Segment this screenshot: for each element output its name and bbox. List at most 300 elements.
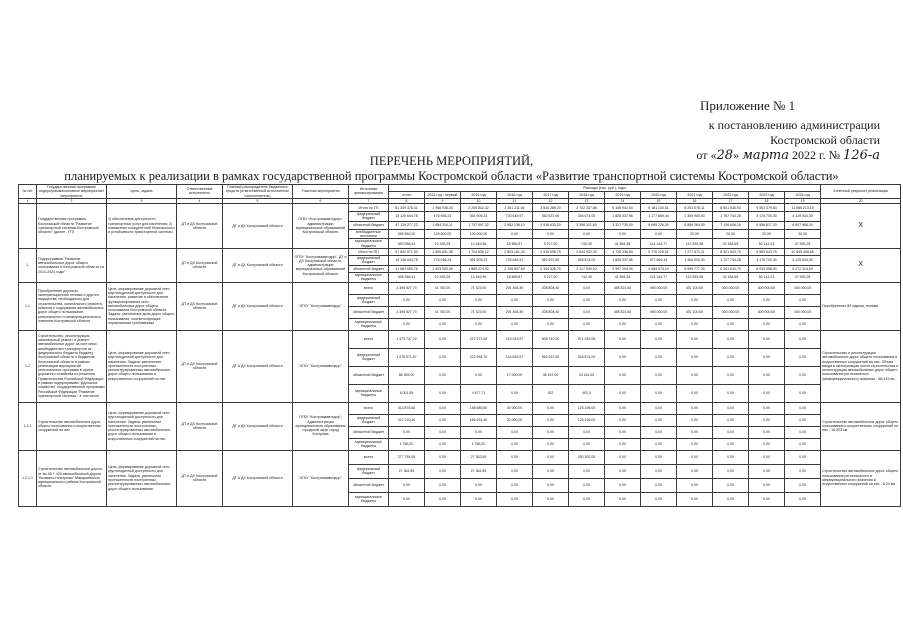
amount-cell: 0,00 [425,426,461,438]
amount-cell: 1 869 274,92 [461,265,497,272]
amount-cell: 0,00 [425,318,461,330]
amount-cell: 0,00 [461,366,497,384]
amount-cell: 47 129 277,22 [389,221,425,229]
amount-cell: 0,00 [677,366,713,384]
amount-cell: 0,00 [641,450,677,464]
amount-cell: 13 449,96 [461,272,497,282]
amount-cell: 6 556 617,20 [749,221,785,229]
amount-cell: 0,00 [641,294,677,306]
result-cell: Строительство автомобильных дорог общего пользования регионального и межмуниципального значения и искусственных сооружений на них - 8,24 км [821,450,901,506]
col-header-year: 2016 год [497,191,533,198]
budget-holder-cell: ДТ и ДХ Костромской области [223,330,293,402]
row-number-cell [19,204,37,249]
row-number-cell: 1.2.1.1 [19,450,37,506]
amount-cell: 0,00 [605,450,641,464]
program-name-cell: Строительство автомобильных дорог общего пользования и искусственных сооружений на них [37,402,107,450]
responsible-cell: ДТ и ДХ Костромской области [177,330,223,402]
amount-cell: 27 362,89 [461,450,497,464]
program-name-cell: Приобретение дорожно-эксплуатационной техники и другого имущества, необходимого для строительства, капитального ремонта, ремонта и содержания автомобильных дорог общего пользования регионального и межмуниципального значения Костромской области [37,282,107,330]
amount-cell: 6 001,55 [389,384,425,402]
decree-line-1: к постановлению администрации [708,118,880,132]
amount-cell: 0,00 [749,438,785,450]
amount-cell: 0,00 [605,384,641,402]
amount-cell: 0,00 [677,426,713,438]
column-number-cell: 20 [821,198,901,203]
amount-cell: 0,00 [569,318,605,330]
budget-holder-cell: ДТ и ДХ Костромской области [223,282,293,330]
source-cell: муниципальные бюджеты [349,438,389,450]
column-number-cell: 10 [461,198,497,203]
amount-cell: 0,00 [425,450,461,464]
amount-cell: 2 997 294,49 [605,265,641,272]
amount-cell: 277 754,09 [389,450,425,464]
amount-cell: 8 321 543,72 [713,248,749,255]
amount-cell: 5 105 942,54 [605,204,641,212]
amount-cell: 562 637,60 [533,348,569,366]
amount-cell: 10 435,25 [425,239,461,249]
amount-cell: 86 283,00 [389,366,425,384]
title-line-2: планируемых к реализации в рамках государственной программы Костромской области «Развитие транспортной системы Костромской области» [64,169,839,183]
measures-table [18,184,901,507]
column-number-cell: 4 [177,198,223,203]
participant-cell: ОГБУ «Костромаавтодор», администрации муниципальных образований Костромской области [293,204,349,249]
table-body [19,204,901,506]
amount-cell: 0,00 [785,438,821,450]
amount-cell: 57 802 971,93 [389,248,425,255]
amount-cell: 0,00 [677,402,713,414]
amount-cell: 0,00 [749,294,785,306]
amount-cell: 144 645,97 [497,348,533,366]
col-header-participant: Участник мероприятия [293,185,349,199]
amount-cell: 50 142,23 [749,239,785,249]
col-header-no: № п/п [19,185,37,199]
amount-cell: 362 637,60 [533,256,569,266]
amount-cell: 41 894,35 [605,272,641,282]
amount-cell: 3 395 527,70 [389,282,425,294]
amount-cell: 453 958,41 [389,239,425,249]
amount-cell: 222 994,70 [461,348,497,366]
row-number-cell: 1.2 [19,330,37,402]
amount-cell: 0,00 [677,318,713,330]
amount-cell: 15 129 644,78 [389,212,425,222]
amount-cell: 47 593,25 [785,272,821,282]
amount-cell: 6 341 644,70 [713,265,749,272]
amount-cell: 300 000,00 [749,306,785,318]
result-cell: Х [821,248,901,282]
amount-cell: 24 116,00 [569,366,605,384]
amount-cell: 291 466,30 [497,282,533,294]
program-name-cell: Строительство, реконструкция, капитальный ремонт и ремонт автомобильных дорог за счет иных межбюджетных трансфертов из федерального бюджета бюджету Костромской области и бюджетов Костромской области в рамках реализации мероприятий региональных программ в сфере дорожного хозяйства по решению Правительства Российской Федерации в рамках подпрограммы "Дорожное хозяйство" государственной программы Российской Федерации "Развитие транспортной системы", в том числе [37,330,107,402]
col-header-source: Источники финансирования [349,185,389,199]
amount-cell: 6 859 264,00 [677,221,713,229]
amount-cell: 113 393,98 [677,272,713,282]
amount-cell: 0,00 [749,426,785,438]
amount-cell: 0,00 [605,414,641,426]
amount-cell: 922 [533,384,569,402]
amount-cell: 2 205 842,32 [461,204,497,212]
amount-cell: 0,00 [533,426,569,438]
amount-cell: 0,00 [749,402,785,414]
source-cell: муниципальные бюджеты [349,239,389,249]
amount-cell: 41 669 650,76 [389,265,425,272]
source-cell: всего [349,402,389,414]
amount-cell: 0,00 [569,438,605,450]
amount-cell: 0,00 [713,464,749,478]
amount-cell: 0,00 [785,384,821,402]
amount-cell: 435 956,41 [389,272,425,282]
amount-cell: 0,00 [641,402,677,414]
amount-cell: 41 760,00 [425,306,461,318]
program-name-cell: Подпрограмма "Развитие автомобильных дорог общего пользования в Костромской области на 2014-2024 годы" [37,248,107,282]
col-header-responsible: Ответственный исполнитель [177,185,223,199]
amount-cell: 0,00 [497,464,533,478]
amount-cell: 0,00 [533,318,569,330]
source-cell: муниципальные бюджеты [349,318,389,330]
amount-cell: 0,00 [533,414,569,426]
amount-cell: 490 000,00 [641,282,677,294]
amount-cell: 742,30 [569,272,605,282]
amount-cell: 3 327 730,00 [605,221,641,229]
amount-cell: 0,00 [497,384,533,402]
amount-cell: 9 217,00 [533,272,569,282]
amount-cell: 733 645,97 [497,212,533,222]
table-row [19,402,901,414]
amount-cell: 9 217,00 [533,239,569,249]
source-cell: муниципальные бюджеты [349,384,389,402]
amount-cell: 47 593,25 [785,239,821,249]
amount-cell: 20,00 [713,229,749,239]
amount-cell: 0,00 [605,478,641,492]
amount-cell: 431 100,00 [677,306,713,318]
measures-table-wrap [18,184,899,507]
amount-cell: 351 905,23 [461,212,497,222]
budget-holder-cell: ДТ и ДХ Костромской области [223,248,293,282]
amount-cell: 0,00 [713,294,749,306]
amount-cell: 18 659,87 [497,272,533,282]
amount-cell: 5 999 777,30 [677,265,713,272]
amount-cell: 0,00 [785,492,821,506]
amount-cell: 0,00 [641,414,677,426]
amount-cell: 0,00 [677,478,713,492]
table-row [19,282,901,294]
amount-cell: 0,00 [677,438,713,450]
amount-cell: 0,00 [425,478,461,492]
amount-cell: 0,00 [641,492,677,506]
amount-cell: 0,00 [461,318,497,330]
source-cell: федеральный бюджет [349,212,389,222]
amount-cell: 42 184,65 [713,272,749,282]
amount-cell: 114 144,77 [641,272,677,282]
column-number-cell: 2 [37,198,107,203]
amount-cell: 0,00 [461,294,497,306]
amount-cell: 8 291 078,11 [677,204,713,212]
amount-cell: 0,00 [677,348,713,366]
source-cell: федеральный бюджет [349,348,389,366]
amount-cell: 2 344 528,70 [533,265,569,272]
row-number-cell: 1.2.1 [19,402,37,450]
budget-holder-cell: ДТ и ДХ Костромской области [223,204,293,249]
amount-cell: 2 398 321,60 [569,221,605,229]
participant-cell: ОГБУ "Костромаавтодор", Администрация муниципального образования городской округ город Кострома [293,402,349,450]
table-row [19,204,901,212]
result-cell: Строительство автомобильных дорог общего пользования и искусственных сооружений на них - 16,023 км [821,402,901,450]
amount-cell: 0,00 [569,229,605,239]
decree-month: марта [742,148,789,163]
amount-cell: 0,00 [713,330,749,348]
amount-cell: 742,30 [569,239,605,249]
amount-cell: 0,00 [641,438,677,450]
amount-cell: 3 176 700,30 [749,256,785,266]
amount-cell: 125 600,00 [425,229,461,239]
amount-cell: 114 144,77 [641,239,677,249]
amount-cell: 0,00 [785,330,821,348]
amount-cell: 0,00 [533,450,569,464]
amount-cell: 0,00 [785,426,821,438]
amount-cell: 291 466,30 [497,306,533,318]
amount-cell: 176 936,24 [425,212,461,222]
amount-cell: 0,00 [641,384,677,402]
amount-cell: 45 167,00 [533,366,569,384]
amount-cell: 0,00 [461,426,497,438]
source-cell: Итого по ПП [349,248,389,255]
amount-cell: 0,00 [713,438,749,450]
amount-cell: 61 349 378,41 [389,204,425,212]
amount-cell: 2 108 897,60 [497,265,533,272]
amount-cell: 0,00 [785,402,821,414]
amount-cell: 1 654 204,11 [425,221,461,229]
amount-cell: 6 033 998,00 [749,265,785,272]
column-number-cell: 8 [389,198,425,203]
amount-cell: 0,00 [605,229,641,239]
amount-cell: 120 000,00 [461,229,497,239]
amount-cell: 7 126 608,18 [713,221,749,229]
amount-cell: 18 659,87 [497,239,533,249]
responsible-cell: ДТ и ДХ Костромской области [177,282,223,330]
row-number-cell: 1. [19,248,37,282]
table-row [19,248,901,255]
amount-cell: 0,00 [425,438,461,450]
budget-holder-cell: ДТ и ДХ Костромской области [223,402,293,450]
amount-cell: 492,3 [569,384,605,402]
amount-cell: 4 684 074,19 [641,265,677,272]
amount-cell: 0,00 [713,348,749,366]
col-header-year: 2015 год [461,191,497,198]
amount-cell: 41 760,00 [425,282,461,294]
source-cell: внебюджетные источники [349,229,389,239]
amount-cell: 0,00 [713,492,749,506]
amount-cell: 227 672,40 [461,330,497,348]
amount-cell: 0,00 [749,330,785,348]
amount-cell: 5 776 028,01 [641,248,677,255]
amount-cell: 0,00 [749,478,785,492]
amount-cell: 0,00 [497,478,533,492]
decree-line-2: Костромской области [770,133,880,147]
document-title [0,154,903,184]
amount-cell: 208 804,40 [533,306,569,318]
amount-cell: 125 196,00 [569,402,605,414]
result-cell: Приобретение 80 единиц техники [821,282,901,330]
amount-cell: 0,00 [461,492,497,506]
column-number-cell: 14 [605,198,641,203]
column-number-cell: 13 [569,198,605,203]
col-header-year: 2022 год [713,191,749,198]
amount-cell: 0,00 [641,330,677,348]
amount-cell: 1 403 263,05 [425,265,461,272]
source-cell: всего [349,282,389,294]
column-number-cell: 12 [533,198,569,203]
source-cell: федеральный бюджет [349,294,389,306]
amount-cell: 163 043,97 [497,330,533,348]
participant-cell: ОГБУ "Костромаавтодор" [293,330,349,402]
amount-cell: 27 362,89 [389,464,425,478]
amount-cell: 0,00 [425,384,461,402]
participant-cell: ОГБУ "Костромаавтодор", ДТ и ДХ Костромской области, администрации муниципальных образований Костромской области [293,248,349,282]
amount-cell: 50 142,23 [749,272,785,282]
amount-cell: 2 916 696,79 [533,248,569,255]
amount-cell: 20,00 [785,229,821,239]
amount-cell: 0,00 [569,426,605,438]
result-cell: Строительство и реконструкция автомобильных дорог общего пользования и искусственных сооружений на них. Объем ввода в эксплуатацию после строительства и реконструкции автомобильных дорог общего пользования регионального (межмуниципального) значения - 56,415 км [821,330,901,402]
amount-cell: 0,00 [749,414,785,426]
amount-cell: 0,00 [605,402,641,414]
amount-cell: 0,00 [677,464,713,478]
amount-cell: 1 370 747,22 [389,330,425,348]
amount-cell: 71 423,00 [461,306,497,318]
amount-cell: 4 677,71 [461,384,497,402]
amount-cell: 371 282,06 [569,330,605,348]
amount-cell: 208 804,40 [533,282,569,294]
amount-cell: 42 184,65 [713,239,749,249]
amount-cell: 0,00 [749,366,785,384]
amount-cell: 0,00 [677,330,713,348]
amount-cell: 0,00 [785,478,821,492]
amount-cell: 2 803 151,34 [497,248,533,255]
col-header-goal: Цель, задача [107,185,177,199]
amount-cell: 608 740,00 [533,330,569,348]
amount-cell: 0,00 [497,450,533,464]
amount-cell: 733 645,97 [497,256,533,266]
amount-cell: 176 936,24 [425,256,461,266]
goal-cell: Цель: формирование дорожной сети круглогодичной доступности для населения. Задача: увеличение протяженности построенных, реконструированных автомобильных дорог общего пользования и искусственных сооружений на них [107,330,177,402]
amount-cell: 0,00 [641,464,677,478]
amount-cell: 0,00 [425,348,461,366]
goal-cell: Цель: формирование дорожной сети круглогодичной доступности для населения, развитие и обеспечение функционирования сети автомобильных дорог общего пользования Костромской области. Задача: увеличение доли дорог общего пользования, соответствующих нормативным требованиям [107,282,177,330]
amount-cell: 0,00 [713,478,749,492]
amount-cell: 2 261 211,04 [497,204,533,212]
result-cell: Х [821,204,901,249]
amount-cell: 13 449,96 [461,239,497,249]
goal-cell: 1) обеспечение доступности транспортных услуг для населения; 2) повышение конкурентной безопасности и устойчивости транспортной системы [107,204,177,249]
budget-holder-cell: ДТ и ДХ Костромской области [223,450,293,506]
amount-cell: 1 756,20 [389,438,425,450]
program-name-cell: Государственная программа Костромской области "Развитие транспортной системы Костромской области" (далее - ГП) [37,204,107,249]
column-number-cell: 17 [713,198,749,203]
column-number-cell: 19 [785,198,821,203]
col-header-year: 2023 год [749,191,785,198]
amount-cell: 0,00 [677,450,713,464]
amount-cell: 0,00 [425,414,461,426]
amount-cell: 156 924,40 [461,414,497,426]
source-cell: всего [349,450,389,464]
source-cell: областной бюджет [349,426,389,438]
amount-cell: 0,00 [713,366,749,384]
amount-cell: 0,00 [389,294,425,306]
amount-cell: 313 876,60 [389,402,425,414]
source-cell: областной бюджет [349,265,389,272]
amount-cell: 0,00 [605,348,641,366]
amount-cell: 0,00 [533,464,569,478]
goal-cell: Цель: формирование дорожной сети круглогодичной доступности для населения. Задача: увеличение протяженности построенных, реконструированных автомобильных дорог общего пользования и искусственных сооружений на них [107,402,177,450]
source-cell: федеральный бюджет [349,256,389,266]
amount-cell: 312 120,40 [389,414,425,426]
amount-cell: 113 393,98 [677,239,713,249]
source-cell: областной бюджет [349,306,389,318]
amount-cell: 0,00 [533,492,569,506]
amount-cell: 0,00 [641,366,677,384]
amount-cell: 300 000,00 [713,282,749,294]
amount-cell: 0,00 [389,492,425,506]
amount-cell: 1 756,20 [461,438,497,450]
amount-cell: 346 674,00 [569,348,605,366]
column-number-cell: 9 [425,198,461,203]
amount-cell: 0,00 [677,384,713,402]
amount-cell: 0,00 [605,330,641,348]
amount-cell: 0,00 [605,464,641,478]
amount-cell: 0,00 [749,384,785,402]
responsible-cell: ДТ и ДХ Костромской области [177,450,223,506]
amount-cell: 0,00 [569,478,605,492]
responsible-cell: ДТ и ДХ Костромской области [177,248,223,282]
amount-cell: 0,00 [605,426,641,438]
amount-cell: 41 894,35 [605,239,641,249]
amount-cell: 17 000,00 [497,366,533,384]
responsible-cell: ДТ и ДХ Костромской области [177,402,223,450]
amount-cell: 4 129 534,30 [785,212,821,222]
amount-cell: 4 725 336,84 [605,248,641,255]
amount-cell: 0,00 [677,414,713,426]
amount-cell: 0,00 [785,318,821,330]
amount-cell: 0,00 [785,450,821,464]
col-header-expenses: Расходы (тыс. руб.), годы [389,185,821,192]
amount-cell: 9 583 643,75 [749,248,785,255]
table-row [19,330,901,348]
column-number-cell: 6 [293,198,349,203]
amount-cell: 300 000,00 [785,306,821,318]
amount-cell: 0,00 [569,306,605,318]
participant-cell: ОГБУ "Костромаавтодор" [293,282,349,330]
amount-cell: 300 000,00 [749,282,785,294]
amount-cell: 0,00 [713,384,749,402]
decree-day: 28 [716,148,734,163]
amount-cell: 3 176 700,30 [749,212,785,222]
amount-cell: 0,00 [641,318,677,330]
amount-cell: 0,00 [533,478,569,492]
table-header-row [19,185,901,192]
amount-cell: 15 126 644,78 [389,256,425,266]
amount-cell: 1 590 631,36 [425,248,461,255]
amount-cell: 2 644 932,39 [569,248,605,255]
column-number-cell: 11 [497,198,533,203]
amount-cell: 0,00 [749,492,785,506]
amount-cell: 0,00 [785,348,821,366]
column-number-cell: 16 [677,198,713,203]
table-row [19,450,901,464]
amount-cell: 1 177 869,44 [641,212,677,222]
amount-cell: 2 082 236,10 [497,221,533,229]
amount-cell: 0,00 [749,318,785,330]
amount-cell: 300 000,00 [785,282,821,294]
amount-cell: 10 435,25 [425,272,461,282]
